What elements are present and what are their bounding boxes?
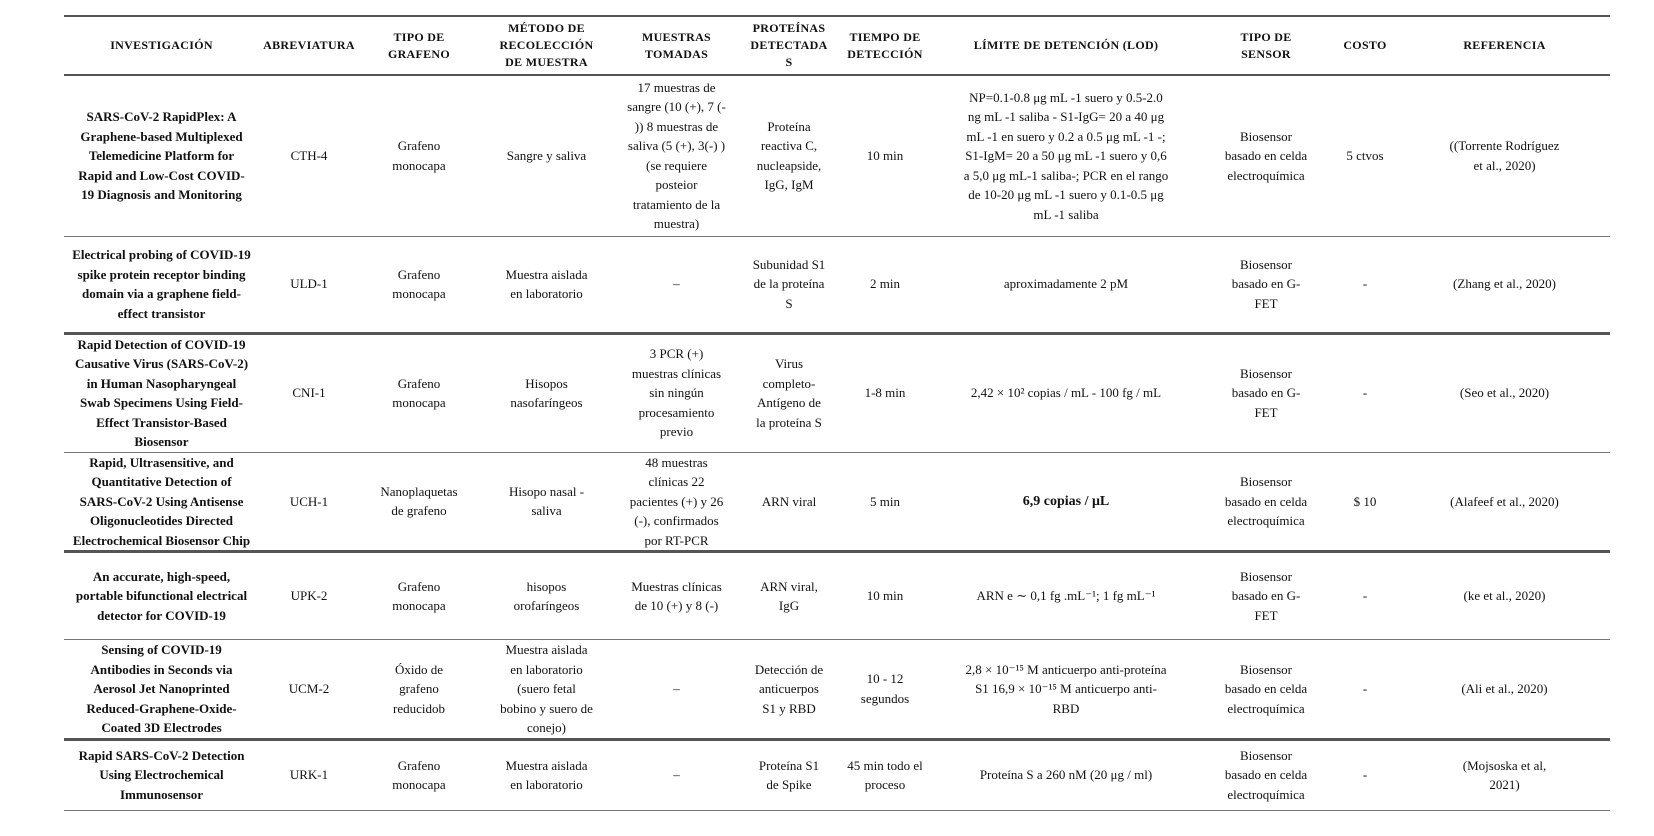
cell-abreviatura: UCH-1 (289, 493, 329, 509)
cell-tipo-sensor: Biosensor basado en G- FET (1231, 568, 1301, 623)
cell-muestras: – (673, 681, 680, 696)
cell-tipo-grafeno: Grafeno monocapa (392, 266, 446, 301)
cell-tipo-grafeno: Grafeno monocapa (392, 138, 446, 173)
cell-metodo: Muestra aislada en laboratorio (505, 266, 588, 301)
cell-proteinas: Detección de anticuerpos S1 y RBD (754, 661, 824, 716)
cell-tipo-grafeno: Nanoplaquetas de grafeno (380, 483, 458, 519)
cell-tipo-sensor: Biosensor basado en celda electroquímica (1224, 474, 1308, 528)
cell-proteinas: Subunidad S1 de la proteína S (752, 256, 826, 311)
table-row (64, 640, 1610, 740)
table-header-row (64, 16, 1610, 75)
cell-costo: - (1362, 588, 1368, 604)
cell-tiempo: 1-8 min (864, 385, 906, 401)
header-investigacion: INVESTIGACIÓN (64, 16, 259, 75)
cell-lod: NP=0.1-0.8 μg mL -1 suero y 0.5-2.0 ng mL -1 saliba - S1-IgG= 20 a 40 μg mL -1 en suero y 0.2 a 0.5 μg mL -1 -; S1-IgM= 20 a 50 μg mL -1 suero y 0,6 a 5,0 μg mL-1 saliba-; PCR en el rango de 10-20 μg mL -1 suero y 0.1-0.5 μg mL -1 saliba (963, 89, 1169, 222)
cell-lod: 6,9 copias / μL (1022, 493, 1110, 509)
cell-muestras: 17 muestras de sangre (10 (+), 7 (- )) 8 muestras de saliva (5 (+), 3(-) ) (se requiere posteior tratamiento de la muestra) (627, 79, 726, 232)
cell-proteinas: ARN viral (761, 493, 817, 509)
cell-referencia: (Zhang et al., 2020) (1453, 276, 1556, 292)
cell-abreviatura: CNI-1 (292, 385, 326, 401)
cell-referencia: (Mojsoska et al, 2021) (1462, 757, 1547, 792)
cell-muestras: Muestras clínicas de 10 (+) y 8 (-) (631, 578, 722, 613)
cell-abreviatura: ULD-1 (290, 276, 328, 292)
cell-tiempo: 10 - 12 segundos (860, 671, 910, 706)
cell-lod: aproximadamente 2 pM (1003, 276, 1129, 292)
cell-proteinas: Proteína reactiva C, nucleapside, IgG, IgM (756, 118, 822, 193)
cell-referencia: (Alafeef et al., 2020) (1450, 493, 1559, 509)
cell-tipo-grafeno: Grafeno monocapa (392, 375, 446, 410)
cell-investigacion: Electrical probing of COVID-19 spike protein receptor binding domain via a graphene field- effect transistor (72, 247, 251, 321)
cell-proteinas: ARN viral, IgG (760, 578, 818, 613)
table-row (64, 333, 1610, 452)
cell-abreviatura: UCM-2 (288, 681, 330, 696)
cell-referencia: (ke et al., 2020) (1463, 588, 1546, 604)
cell-lod: ARN e ∼ 0,1 fg .mL⁻¹; 1 fg mL⁻¹ (976, 588, 1156, 604)
header-abreviatura: ABREVIATURA (259, 16, 359, 75)
cell-investigacion: Rapid Detection of COVID-19 Causative Virus (SARS-CoV-2) in Human Nasopharyngeal Swab Specimens Using Field- Effect Transistor-Based Biosensor (74, 336, 249, 449)
cell-metodo: Hisopos nasofaríngeos (510, 375, 583, 410)
cell-metodo: Hisopo nasal - saliva (508, 483, 585, 519)
cell-lod: Proteína S a 260 nM (20 μg / ml) (979, 767, 1153, 783)
cell-investigacion: Sensing of COVID-19 Antibodies in Seconds via Aerosol Jet Nanoprinted Reduced-Graphene-Oxide- Coated 3D Electrodes (86, 642, 237, 735)
cell-costo: - (1362, 385, 1368, 401)
cell-muestras: – (673, 767, 680, 783)
cell-costo: - (1362, 276, 1368, 292)
cell-tipo-grafeno: Grafeno monocapa (392, 757, 446, 792)
cell-tiempo: 5 min (870, 493, 900, 509)
cell-tipo-sensor: Biosensor basado en G- FET (1231, 256, 1301, 311)
cell-tipo-grafeno: Óxido de grafeno reducidob (393, 661, 445, 716)
table-row (64, 552, 1610, 640)
cell-abreviatura: UPK-2 (290, 588, 328, 604)
cell-tipo-sensor: Biosensor basado en G- FET (1231, 365, 1301, 420)
cell-tipo-sensor: Biosensor basado en celda electroquímica (1224, 128, 1308, 183)
header-tipo-grafeno: TIPO DE GRAFENO (359, 16, 479, 75)
header-costo: COSTO (1331, 16, 1399, 75)
cell-lod: 2,42 × 10² copias / mL - 100 fg / mL (970, 385, 1162, 401)
cell-abreviatura: CTH-4 (290, 148, 328, 163)
header-lod: LÍMITE DE DETENCIÓN (LOD) (931, 16, 1201, 75)
cell-costo: $ 10 (1353, 493, 1377, 509)
header-tipo-sensor: TIPO DE SENSOR (1201, 16, 1331, 75)
cell-muestras: 48 muestras clínicas 22 pacientes (+) y 26 (-), confirmados por RT-PCR (629, 454, 724, 548)
cell-tipo-grafeno: Grafeno monocapa (392, 578, 446, 613)
cell-costo: 5 ctvos (1346, 148, 1384, 163)
header-referencia: REFERENCIA (1399, 16, 1610, 75)
comparison-table (64, 15, 1610, 811)
header-tiempo: TIEMPO DE DETECCIÓN (839, 16, 931, 75)
cell-tipo-sensor: Biosensor basado en celda electroquímica (1224, 661, 1308, 716)
cell-costo: - (1362, 681, 1368, 696)
table-row (64, 236, 1610, 333)
cell-metodo: Muestra aislada en laboratorio (suero fetal bobino y suero de conejo) (500, 642, 593, 735)
cell-referencia: (Seo et al., 2020) (1459, 385, 1550, 401)
cell-costo: - (1362, 767, 1368, 783)
cell-tiempo: 45 min todo el proceso (847, 757, 923, 792)
cell-investigacion: An accurate, high-speed, portable bifunctional electrical detector for COVID-19 (75, 568, 248, 623)
cell-investigacion: Rapid, Ultrasensitive, and Quantitative Detection of SARS-CoV-2 Using Antisense Oligonucleotides Directed Electrochemical Biosensor Chip (72, 454, 251, 548)
table-row (64, 75, 1610, 236)
cell-muestras: 3 PCR (+) muestras clínicas sin ningún procesamiento previo (631, 346, 722, 440)
cell-tiempo: 2 min (870, 276, 900, 292)
cell-tiempo: 10 min (866, 148, 904, 163)
header-muestras: MUESTRAS TOMADAS (614, 16, 739, 75)
cell-tiempo: 10 min (866, 588, 904, 604)
header-proteinas: PROTEÍNAS DETECTADA S (739, 16, 839, 75)
cell-muestras: – (673, 276, 680, 292)
header-metodo: MÉTODO DE RECOLECCIÓN DE MUESTRA (479, 16, 614, 75)
cell-referencia: (Ali et al., 2020) (1461, 681, 1548, 696)
table-row (64, 739, 1610, 810)
cell-investigacion: SARS-CoV-2 RapidPlex: A Graphene-based Multiplexed Telemedicine Platform for Rapid and Low-Cost COVID- 19 Diagnosis and Monitoring (78, 109, 245, 202)
cell-referencia: ((Torrente Rodríguez et al., 2020) (1449, 138, 1560, 173)
cell-tipo-sensor: Biosensor basado en celda electroquímica (1224, 747, 1308, 802)
cell-metodo: Muestra aislada en laboratorio (505, 757, 588, 792)
cell-proteinas: Proteína S1 de Spike (758, 757, 820, 792)
cell-metodo: hisopos orofaríngeos (513, 578, 580, 613)
cell-lod: 2,8 × 10⁻¹⁵ M anticuerpo anti-proteína S1 16,9 × 10⁻¹⁵ M anticuerpo anti- RBD (965, 661, 1167, 716)
cell-abreviatura: URK-1 (289, 767, 329, 783)
table-row (64, 452, 1610, 552)
cell-metodo: Sangre y saliva (506, 148, 587, 163)
cell-proteinas: Virus completo- Antígeno de la proteína S (756, 356, 822, 430)
cell-investigacion: Rapid SARS-CoV-2 Detection Using Electrochemical Immunosensor (78, 747, 245, 802)
